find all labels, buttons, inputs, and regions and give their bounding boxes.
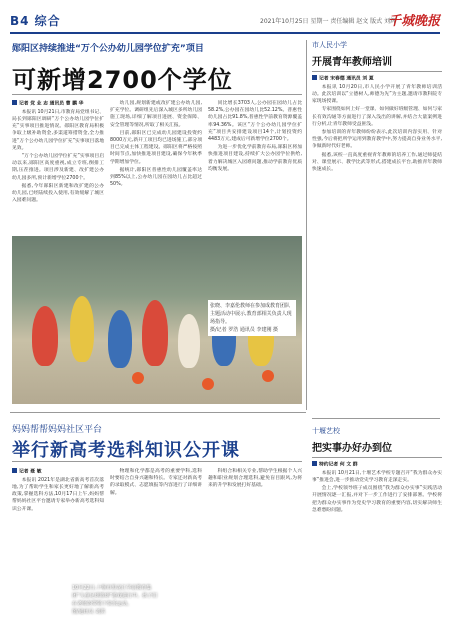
bottom-divider — [10, 412, 306, 413]
side2-headline: 把实事办好办到位 — [312, 443, 392, 454]
bottom-rule — [12, 461, 302, 462]
side-paragraph: 本报讯 10月20日,市人民小学开展了青年教师培训活动。此次培训以“立德树人,师德为先”为主题,邀请市教科院专家现场授课。 — [312, 84, 442, 105]
main-paragraph: 据统计,郧阳区普惠性幼儿园覆盖率达到85%以上,公办幼儿园在园幼儿占比超过50%。 — [110, 167, 202, 188]
issue-meta: 2021年10月25日 星期一 责任编辑 赵文 版式 刘辉 — [260, 18, 397, 25]
bottom-paragraph: 物理和化学都是高考的重要学科,选科时要结合自身兴趣和特长。专家还对新高考的录取模式、志愿填报等内容进行了详细讲解。 — [110, 469, 202, 496]
side-caption-credit: 摄/记者 罗浩 通讯员 李建刚 摄 — [210, 327, 279, 333]
main-column-2 — [110, 100, 202, 189]
photo-credit: 图/通讯员 刘洪 — [72, 609, 106, 615]
bottom-headline: 举行新高考选科知识公开课 — [12, 440, 240, 461]
main-paragraph: 幼儿园,规划新建或改扩建公办幼儿园,扩充学位。调研组先后深入城区多所幼儿园施工现场,详细了解项目进展、资金保障、安全管理等情况,听取了相关汇报。 — [110, 101, 202, 128]
side-caption: 张晓、李嘉伦教师在参加成教育团队主题活动中展示,教育部相关负责人现场指导。 摄/记者 罗浩 通讯员 李建刚 摄 — [208, 300, 296, 336]
header-rule — [10, 32, 440, 34]
square-bullet-icon — [12, 100, 17, 105]
newspaper-brand: 千城晚报 — [387, 14, 440, 29]
main-paragraph: 同比增长3703人,公办园在园幼儿占比58.2%,公办园在园幼儿比52.12%。普惠性幼儿园占比91.8%,普惠性学前教育资源覆盖率94.36%。该区“万个公办幼儿园学位扩充”项目共安排建设项目14个,计划投资约4483万元,建成后可新增学位2700个。 — [208, 101, 302, 143]
side-paragraph: 专家围绕如何上好一堂课、如何做好班级管理、如何与家长有效沟通等方面进行了深入浅出的讲解,并结合大量案例进行分析,让青年教师受益匪浅。 — [312, 107, 442, 127]
main-column-1 — [12, 100, 104, 205]
side-story-2 — [312, 426, 442, 513]
bottom-kicker: 妈妈帮帮妈妈社区平台 — [12, 425, 103, 435]
side-divider — [312, 418, 440, 419]
side-byline: 记者 宋春德 通讯员 刘 夏 — [312, 75, 442, 83]
side2-kicker: 十堰艺校 — [312, 427, 340, 435]
main-column-3 — [208, 100, 302, 174]
main-paragraph: 本报讯 10月21日,市教育局党组书记、局长到郧阳区调研“万个公办幼儿园学位扩充”实事项目推进情况。郧阳区教育局积极争取上级补助资金,多渠道筹措资金,全力推进“万个公办幼儿园学位扩充”实事项目落地见效。 — [12, 109, 105, 151]
main-paragraph: 目前,郧阳区已完成幼儿园建设投资约8000万元,新开工项目均已进场施工,部分项目已完成主体工程建设。郧阳区将严格按照时间节点,加快推进项目建设,确保今年秋季学期增加学位。 — [110, 130, 203, 165]
bottom-paragraph: 本报讯 2021年是湖北省新高考首次落地,为了帮助学生和家长更好地了解新高考政策,掌握选科方法,10月17日上午,妈妈帮帮妈妈社区平台邀请专家举办新高考选科知识公开课。 — [12, 477, 104, 512]
headline-rule — [12, 94, 302, 95]
side-body — [312, 75, 442, 173]
side2-body — [312, 461, 442, 515]
square-bullet-icon — [312, 461, 317, 466]
main-kicker: 郧阳区持续推进“万个公办幼儿园学位扩充”项目 — [12, 44, 204, 54]
side-story — [312, 40, 442, 174]
bottom-column-2 — [110, 468, 202, 498]
side2-paragraph: 会上,学校领导班子成员围绕“我为群众办实事”实践活动开展情况逐一汇报,并对下一步工作进行了安排部署。学校将把为群众办实事作为党史学习教育的重要内容,切实解决师生急难愁盼问题。 — [312, 486, 442, 513]
side-paragraph: 据悉,该校一直高度重视青年教师的培养工作,通过师徒结对、课堂展示、教学比武等形式,搭建成长平台,助推青年教师快速成长。 — [312, 152, 442, 172]
side-kicker: 市人民小学 — [312, 41, 347, 49]
main-byline: 记者 党 业 志 通讯员 曹 鹏 华 — [12, 100, 104, 108]
main-headline: 可新增2700个学位 — [12, 66, 233, 94]
photo-caption: 10月22日,十堰市黑龙江学前教育集团“儿童足球篮球”游戏进行中。孩子们在老师的带领下快乐运动。 图/通讯员 刘洪 — [72, 585, 158, 615]
side-paragraph: 参加培训的青年教师纷纷表示,此次培训内容实用、针对性强,今后将把所学运用到教育教学中,努力提高自身业务水平,争做新时代好老师。 — [312, 129, 442, 150]
bottom-paragraph: 科组合和相关专业,帮助学生根据个人兴趣和职业规划合理选科,避免盲目跟风,为将来的升学和发展打好基础。 — [208, 469, 302, 489]
main-paragraph: “万个公办幼儿园学位扩充”实事项目启动以来,郧阳区高度重视,成立专班,倒排工期,压茬推进。项目涉及新建、改扩建公办幼儿园多所,预计新增学位2700个。 — [12, 153, 104, 181]
side-headline: 开展青年教师培训 — [312, 57, 392, 68]
column-divider — [306, 40, 307, 410]
side2-paragraph: 本报讯 10月21日,十堰艺术学校专题召开“我为群众办实事”推进会,进一步推动党史学习教育走深走实。 — [312, 470, 442, 483]
bottom-column-3 — [208, 468, 302, 491]
side2-byline: 特约记者 何 文 群 — [312, 461, 442, 469]
bottom-column-1 — [12, 468, 104, 514]
main-paragraph: 为进一步优化学前教育布局,郧阳区将加快推进项目建设,持续扩大公办园学位供给,着力解决城区入园难问题,推动学前教育优质均衡发展。 — [208, 145, 302, 172]
bottom-byline: 记者 聂 敏 — [12, 468, 104, 476]
main-paragraph: 据悉,今年郧阳区新建和改扩建的公办幼儿园,已经陆续投入使用,有效缓解了城区入园难问题。 — [12, 183, 104, 204]
page-header — [10, 10, 440, 32]
square-bullet-icon — [12, 468, 17, 473]
section-label: B4 综合 — [10, 14, 61, 28]
square-bullet-icon — [312, 75, 317, 80]
